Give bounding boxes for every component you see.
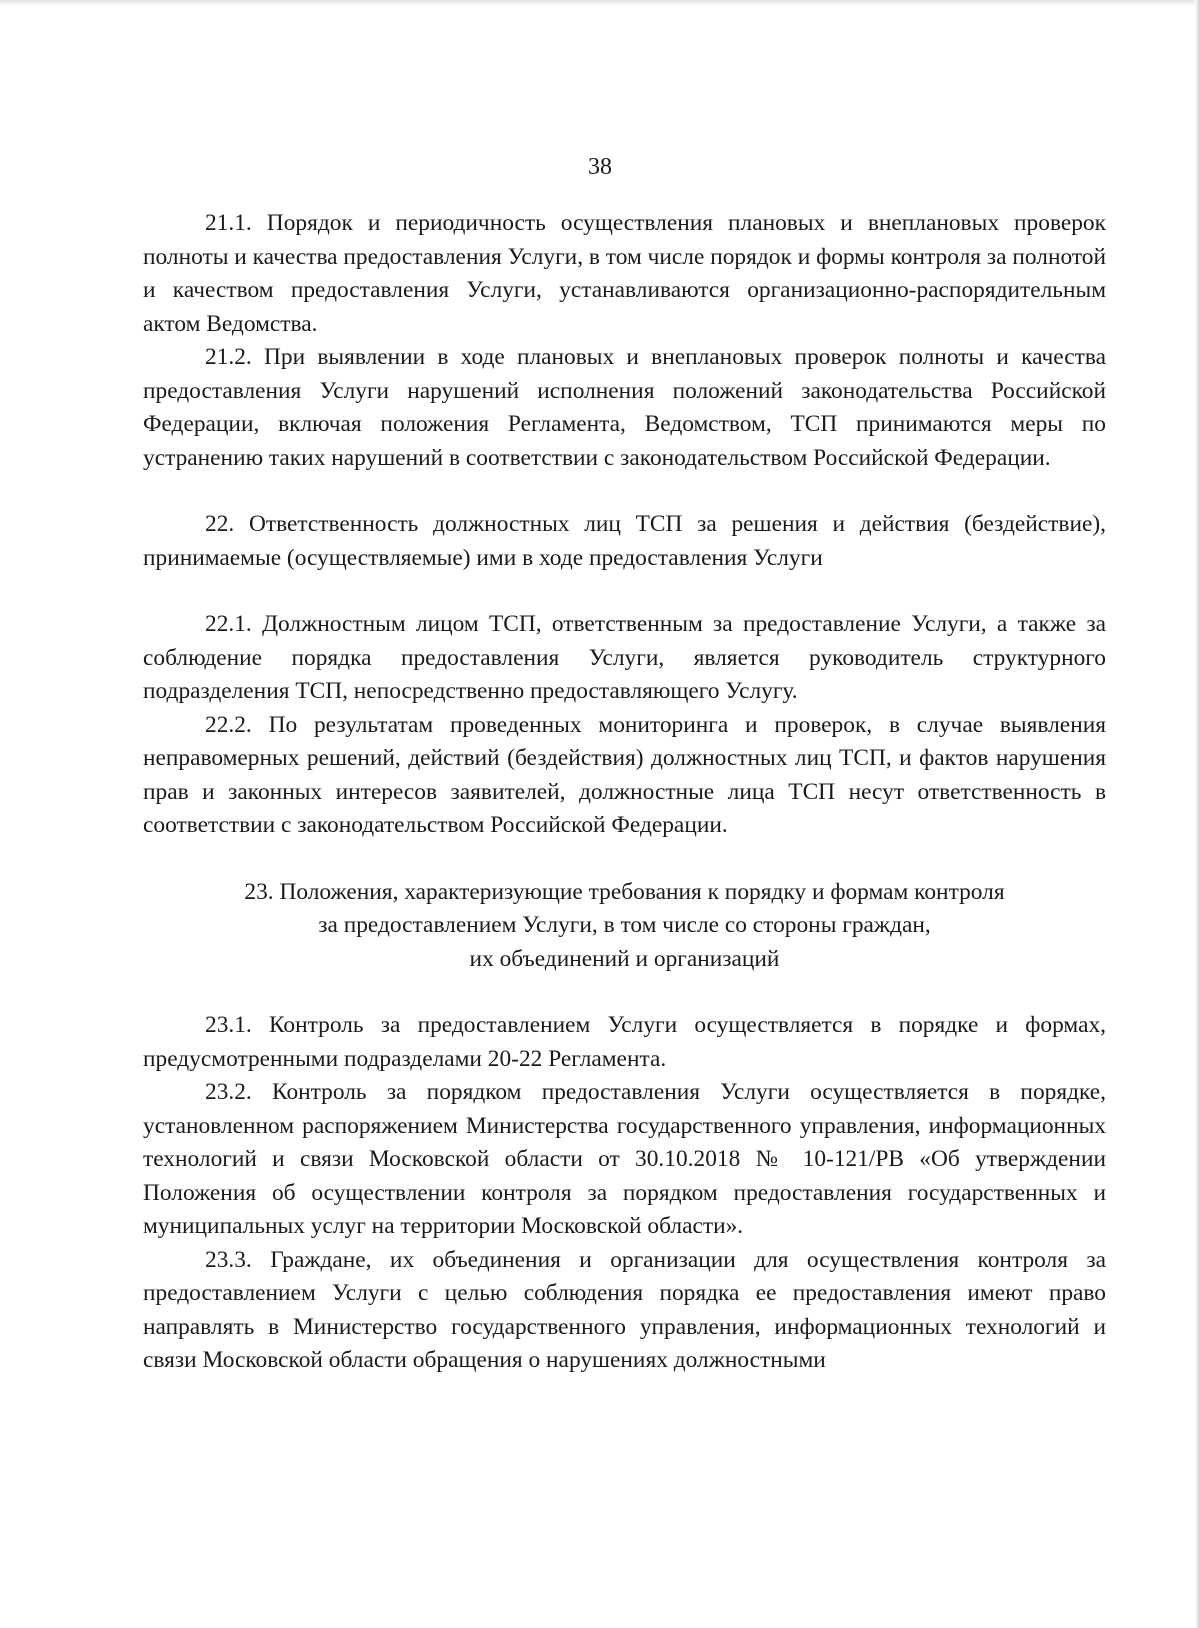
section-heading-23-line-1: 23. Положения, характеризующие требования к порядку и формам контроля <box>244 878 1005 905</box>
section-heading-23-line-2: за предоставлением Услуги, в том числе со стороны граждан, <box>318 912 931 938</box>
paragraph-23-3: 23.3. Граждане, их объединения и организации для осуществления контроля за предоставлением Услуги с целью соблюдения порядка ее предоставления имеют право направлять в Министерство государственного управления, информационных технологий и связи Московской области обращения о нарушениях должностными <box>143 1246 1106 1373</box>
spacer <box>143 843 1106 876</box>
scan-edge-right <box>1195 0 1200 1628</box>
paragraph-23-2: 23.2. Контроль за порядком предоставления Услуги осуществляется в порядке, установленном распоряжением Министерства государственного управления, информационных технологий и связи Московской области от 30.10.2018 № 10-121/РВ «Об утверждении Положения об осуществлении контроля за порядком предоставления государственных и муниципальных услуг на территории Московской области». <box>143 1079 1106 1239</box>
page-number: 38 <box>588 154 612 180</box>
spacer <box>143 976 1106 1009</box>
paragraph-22-1: 22.1. Должностным лицом ТСП, ответственным за предоставление Услуги, а также за соблюдение порядка предоставления Услуги, является руководитель структурного подразделения ТСП, непосредственно предоставляющего Услугу. <box>143 611 1106 704</box>
document-body <box>143 207 1106 1378</box>
paragraph-23-1: 23.1. Контроль за предоставлением Услуги осуществляется в порядке и формах, предусмотренными подразделами 20-22 Регламента. <box>143 1012 1106 1072</box>
paragraph-21-2: 21.2. При выявлении в ходе плановых и внеплановых проверок полноты и качества предоставления Услуги нарушений исполнения положений законодательства Российской Федерации, включая положения Регламента, Ведомством, ТСП принимаются меры по устранению таких нарушений в соответствии с законодательством Российской Федерации. <box>143 344 1106 471</box>
paragraph-21-1: 21.1. Порядок и периодичность осуществления плановых и внеплановых проверок полноты и качества предоставления Услуги, в том числе порядок и формы контроля за полнотой и качеством предоставления Услуги, устанавливаются организационно-распорядительным актом Ведомства. <box>143 210 1106 337</box>
spacer <box>143 575 1106 608</box>
scan-edge-top <box>0 0 1200 6</box>
section-heading-22: 22. Ответственность должностных лиц ТСП за решения и действия (бездействие), принимаемые (осуществляемые) ими в ходе предоставления Услуги <box>143 511 1106 571</box>
section-heading-23-line-3: их объединений и организаций <box>469 945 780 972</box>
paragraph-22-2: 22.2. По результатам проведенных мониторинга и проверок, в случае выявления неправомерных решений, действий (бездействия) должностных лиц ТСП, и фактов нарушения прав и законных интересов заявителей, должностные лица ТСП несут ответственность в соответствии с законодательством Российской Федерации. <box>143 711 1106 838</box>
spacer <box>143 475 1106 508</box>
